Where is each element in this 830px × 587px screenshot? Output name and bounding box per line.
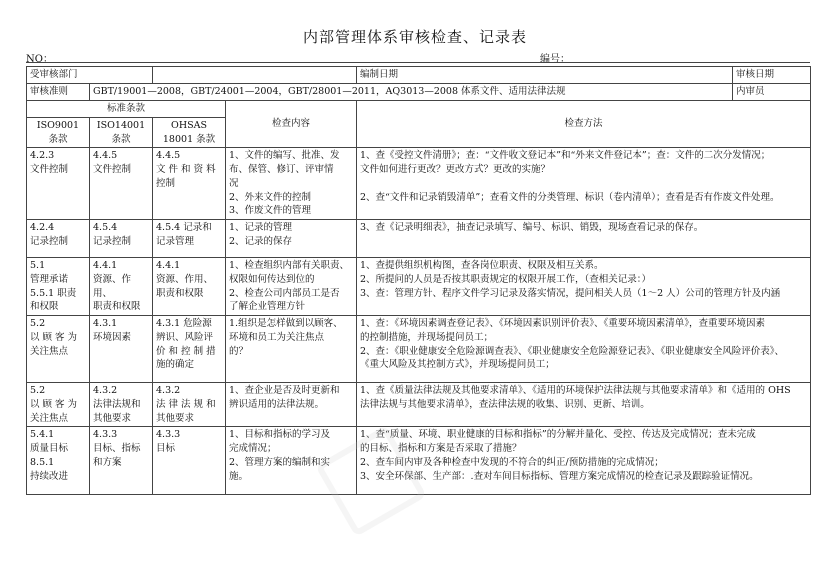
- iso14001-line: 目标、指标: [93, 443, 141, 455]
- content-line: 1、目标和指标的学习及: [229, 429, 331, 441]
- method-line: 2、查：《职业健康安全危险源调查表》、《职业健康安全危险源登记表》、《职业健康安全风险评价表》、: [360, 345, 785, 357]
- criteria-row: [27, 84, 811, 101]
- iso9001-line: 以 顾 客 为: [30, 398, 78, 410]
- cell-method: [357, 316, 811, 383]
- dept-value[interactable]: [153, 67, 357, 84]
- cell-method: [357, 427, 811, 495]
- method-line: 1、查“质量、环境、职业健康的目标和指标”的分解并量化、受控、传达及完成情况；查未完成: [360, 429, 756, 441]
- cell-content: [226, 383, 357, 427]
- method-line: 2、所提问的人员是否按其职责规定的权限开展工作，（查相关记录：）: [360, 273, 652, 285]
- iso14001-line: 4.5.4: [93, 222, 118, 234]
- cell-ohsas: [153, 148, 226, 220]
- cell-iso14001: [90, 258, 153, 316]
- table-row: [27, 316, 811, 383]
- iso9001-line: 8.5.1: [30, 457, 55, 469]
- ohsas-line: 4.4.1: [156, 260, 181, 272]
- method-line: 3、安全环保部、生产部：.查对车间目标指标、管理方案完成情况的检查记录及跟踪验证情况。: [360, 470, 759, 482]
- content-line: 辨识适用的法律法规。: [229, 398, 325, 410]
- audit-date-label: 审核日期: [733, 67, 811, 84]
- ohsas-line: 法 律 法 规 和: [156, 398, 216, 410]
- cell-content: [226, 427, 357, 495]
- iso9001-line: 和权限: [30, 301, 59, 313]
- auditor-label: 内审员: [733, 84, 811, 101]
- iso14001-line: 文件控制: [93, 164, 132, 176]
- iso9001-header: ISO9001 条款: [27, 117, 90, 148]
- content-line: 2、记录的保存: [229, 235, 293, 247]
- cell-iso14001: [90, 383, 153, 427]
- content-line: 完成情况；: [229, 443, 277, 455]
- method-line: 1、查《质量法律法规及其他要求清单》、《适用的环境保护法律法规与其他要求清单》和《适用的 OHS: [360, 385, 791, 397]
- content-line: 1.组织是怎样做到以顾客、: [229, 318, 343, 330]
- cell-iso9001: [27, 383, 90, 427]
- iso9001-line: 管理承诺: [30, 273, 69, 285]
- iso9001-line: 关注焦点: [30, 412, 69, 424]
- content-line: 1、文件的编写、批准、发: [229, 150, 340, 162]
- content-line: 3、作废文件的管理: [229, 205, 312, 217]
- method-line: 1、查：《环境因素调查登记表》、《环境因素识别评价表》、《重要环境因素清单》，查重要环境因素: [360, 318, 766, 330]
- no-label: NO：: [26, 54, 53, 65]
- criteria-value: GBT/19001—2008，GBT/24001—2004，GBT/28001—2011，AQ3013—2008 体系文件、适用法律法规: [90, 84, 733, 101]
- ohsas-line: 其他要求: [156, 412, 195, 424]
- cell-method: [357, 383, 811, 427]
- dept-row: [27, 67, 811, 84]
- method-line: 的控制措施，并现场提问员工；: [360, 331, 494, 343]
- content-line: 1、记录的管理: [229, 222, 293, 234]
- dept-label: 受审核部门: [27, 67, 153, 84]
- method-line: 3、查：管理方针、程序文件学习记录及落实情况，提问相关人员（1～2 人）公司的管理方针及内涵: [360, 287, 781, 299]
- check-method-header: 检查方法: [357, 101, 811, 148]
- content-line: 环境和员工为关注焦点: [229, 331, 325, 343]
- iso14001-header: ISO14001 条款: [90, 117, 153, 148]
- compile-date-cell: [357, 67, 733, 84]
- iso9001-line: 以 顾 客 为: [30, 331, 78, 343]
- ohsas-line: 4.5.4 记录和: [156, 222, 212, 234]
- content-line: 2、外来文件的控制: [229, 191, 312, 203]
- method-line: 1、查提供组织机构图，查各岗位职责、权限及相互关系。: [360, 260, 604, 272]
- content-line: 况: [229, 177, 239, 189]
- page-title: 内部管理体系审核检查、记录表: [302, 28, 527, 46]
- cell-content: [226, 148, 357, 220]
- iso14001-line: 记录控制: [93, 235, 132, 247]
- cell-iso9001: [27, 258, 90, 316]
- content-line: 权限如何传达到位的: [229, 273, 315, 285]
- iso9001-line: 5.5.1 职责: [30, 287, 77, 299]
- iso14001-line: 4.4.1: [93, 260, 118, 272]
- cell-method: [357, 220, 811, 258]
- iso9001-line: 4.2.3: [30, 150, 55, 162]
- cell-iso9001: [27, 316, 90, 383]
- ohsas-line: 4.3.1 危险源: [156, 318, 212, 330]
- iso14001-line: 和方案: [93, 457, 122, 469]
- iso9001-line: 记录控制: [30, 235, 69, 247]
- table-row: [27, 258, 811, 316]
- criteria-label: 审核准则: [27, 84, 90, 101]
- cell-content: [226, 316, 357, 383]
- cell-iso14001: [90, 427, 153, 495]
- ohsas-line: 控制: [156, 177, 176, 189]
- iso14001-line: 环境因素: [93, 331, 132, 343]
- method-line: 1、查《受控文件清册》；查：“文件收文登记本”和“外来文件登记本”；查：文件的二次分发情况；: [360, 150, 771, 162]
- cell-ohsas: [153, 427, 226, 495]
- cell-method: [357, 258, 811, 316]
- cell-ohsas: [153, 383, 226, 427]
- method-line: 的目标、指标和方案是否采取了措施？: [360, 443, 522, 455]
- cell-iso14001: [90, 316, 153, 383]
- iso9001-line: 4.2.4: [30, 222, 55, 234]
- ohsas-line: 记录管理: [156, 235, 195, 247]
- method-line: 2、查车间内审及各种检查中发现的不符合的纠正/预防措施的完成情况；: [360, 457, 664, 469]
- cell-content: [226, 220, 357, 258]
- ohsas-line: 施的确定: [156, 359, 195, 371]
- method-line: 2、查“文件和记录销毁清单”；查看文件的分类管理、标识（卷内清单）；查看是否有作废文件处理。: [360, 191, 780, 203]
- ohsas-line: 职责和权限: [156, 287, 204, 299]
- ohsas-line: 文 件 和 资 料: [156, 164, 216, 176]
- method-line: 文件如何进行更改？更改方式？更改的实施？: [360, 164, 551, 176]
- cell-iso9001: [27, 148, 90, 220]
- content-line: 布、保管、修订、评审情: [229, 164, 334, 176]
- iso9001-line: 质量目标: [30, 443, 69, 455]
- content-line: 的？: [229, 345, 249, 357]
- cell-ohsas: [153, 258, 226, 316]
- ohsas-line: 辨识、风险评: [156, 331, 214, 343]
- ohsas-header: OHSAS 18001 条款: [153, 117, 226, 148]
- iso9001-line: 5.2: [30, 385, 46, 397]
- cell-content: [226, 258, 357, 316]
- iso14001-line: 法律法规和: [93, 398, 141, 410]
- table-row: [27, 427, 811, 495]
- content-line: 施。: [229, 470, 249, 482]
- iso9001-line: 5.2: [30, 318, 46, 330]
- table-row: [27, 148, 811, 220]
- ohsas-line: 4.3.2: [156, 385, 181, 397]
- cell-ohsas: [153, 220, 226, 258]
- iso14001-line: 4.4.5: [93, 150, 118, 162]
- iso14001-line: 4.3.2: [93, 385, 118, 397]
- compile-date-label: 编制日期: [360, 69, 399, 80]
- method-line: 3、查《记录明细表》，抽查记录填写、编号、标识、销毁，现场查看记录的保存。: [360, 222, 704, 234]
- audit-table: [26, 66, 811, 495]
- cell-iso9001: [27, 427, 90, 495]
- ohsas-line: 目标: [156, 443, 176, 455]
- content-line: 2、检查公司内部员工是否: [229, 287, 340, 299]
- content-line: 1、查企业是否及时更新和: [229, 385, 340, 397]
- check-content-header: 检查内容: [226, 101, 357, 148]
- iso9001-line: 持续改进: [30, 470, 69, 482]
- std-clause-header: 标准条款: [27, 101, 226, 118]
- table-row: [27, 383, 811, 427]
- content-line: 了解企业管理方针: [229, 301, 306, 313]
- cell-iso9001: [27, 220, 90, 258]
- iso9001-line: 关注焦点: [30, 345, 69, 357]
- table-row: [27, 220, 811, 258]
- number-label: 编号：: [540, 54, 570, 65]
- ohsas-line: 价 和 控 制 措: [156, 345, 216, 357]
- iso14001-line: 4.3.3: [93, 429, 118, 441]
- iso9001-line: 5.1: [30, 260, 46, 272]
- iso14001-line: 职责和权限: [93, 301, 141, 313]
- method-line: 法律法规与其他要求清单》，查法律法规的收集、识别、更新、培训。: [360, 398, 650, 410]
- iso14001-line: 资源、作用、: [93, 273, 132, 299]
- method-line: [360, 177, 807, 191]
- ohsas-line: 4.4.5: [156, 150, 181, 162]
- ohsas-line: 资源、作用、: [156, 273, 214, 285]
- content-line: 1、检查组织内部有关职责、: [229, 260, 350, 272]
- content-line: 2、管理方案的编制和实: [229, 457, 331, 469]
- cell-iso14001: [90, 220, 153, 258]
- iso9001-line: 5.4.1: [30, 429, 55, 441]
- header-row-1: [27, 101, 811, 118]
- header-rule: [26, 62, 810, 63]
- iso14001-line: 4.3.1: [93, 318, 118, 330]
- cell-iso14001: [90, 148, 153, 220]
- method-line: 《重大风险及其控制方式》，并现场提问员工；: [360, 359, 555, 371]
- iso14001-line: 其他要求: [93, 412, 132, 424]
- iso9001-line: 文件控制: [30, 164, 69, 176]
- ohsas-line: 4.3.3: [156, 429, 181, 441]
- cell-ohsas: [153, 316, 226, 383]
- cell-method: [357, 148, 811, 220]
